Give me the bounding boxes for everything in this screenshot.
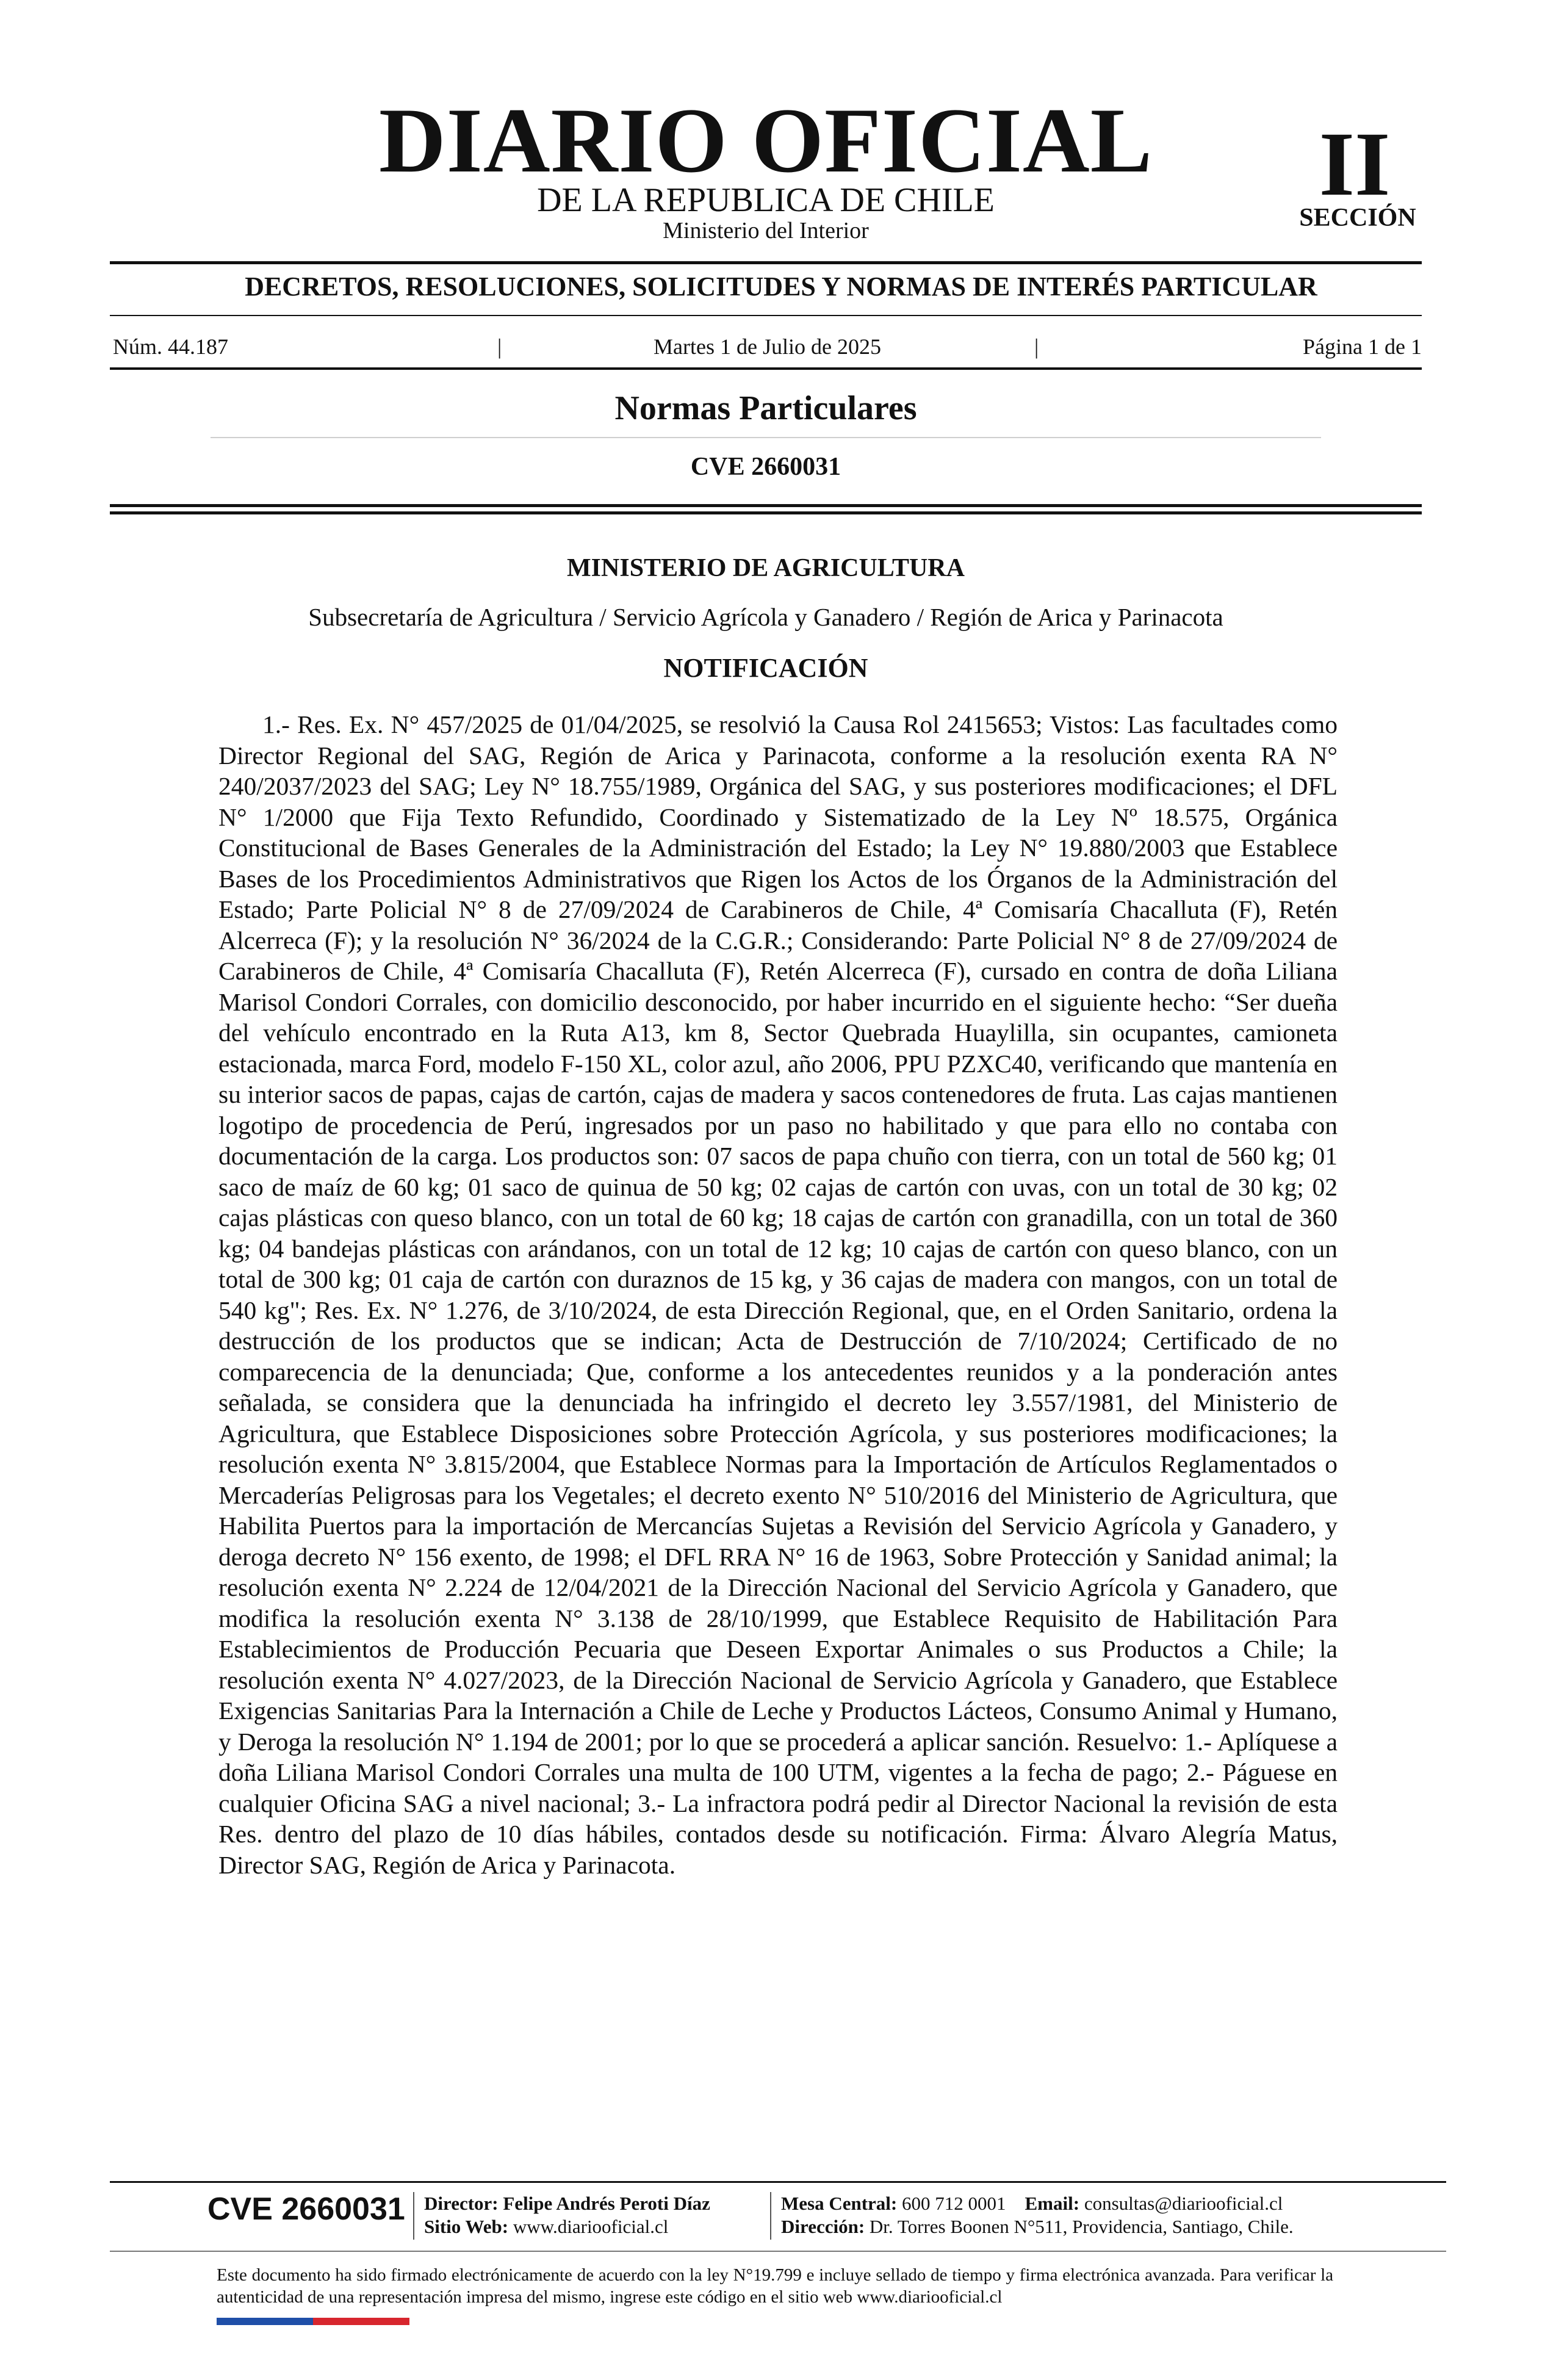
double-rule-bottom — [110, 511, 1422, 514]
footer-director-block — [424, 2192, 710, 2238]
issue-bottom-rule — [110, 367, 1422, 370]
section-label: SECCIÓN — [1299, 204, 1416, 232]
address-label: Dirección: — [781, 2216, 865, 2237]
subsecretaria-line: Subsecretaría de Agricultura / Servicio Agrícola y Ganadero / Región de Arica y Parinacota — [308, 603, 1223, 631]
issue-number: Núm. 44.187 — [113, 334, 228, 359]
issue-info-row — [113, 332, 1422, 361]
issue-page: Página 1 de 1 — [1303, 334, 1422, 359]
document-type: NOTIFICACIÓN — [663, 653, 868, 683]
phone-label: Mesa Central: — [781, 2193, 898, 2214]
newspaper-title: DIARIO OFICIAL — [378, 89, 1153, 192]
double-rule-top — [110, 504, 1422, 507]
ministry-heading: MINISTERIO DE AGRICULTURA — [567, 554, 965, 582]
newspaper-subtitle: DE LA REPUBLICA DE CHILE — [537, 181, 995, 219]
newspaper-ministry: Ministerio del Interior — [663, 218, 869, 243]
issue-separator: | — [1034, 334, 1039, 359]
footer-legal-note: Este documento ha sido firmado electrónicamente de acuerdo con la ley N°19.799 e incluye sellado de tiempo y firma electrónica avanzada. Para verificar la autenticidad de una representación impresa del mismo, ingrese este código en el sitio web www.diariooficial.cl — [217, 2265, 1333, 2307]
director-name: Felipe Andrés Peroti Díaz — [503, 2193, 710, 2214]
issue-date: Martes 1 de Julio de 2025 — [654, 334, 881, 359]
footer-top-rule — [110, 2181, 1446, 2183]
footer-cve-code: CVE 2660031 — [207, 2191, 405, 2227]
footer-contact-block — [781, 2192, 1294, 2238]
flag-red-segment — [313, 2318, 409, 2325]
top-thick-rule — [110, 261, 1422, 264]
phone-number: 600 712 0001 — [902, 2193, 1006, 2214]
section-number: II — [1319, 114, 1391, 215]
website-label: Sitio Web: — [424, 2216, 509, 2237]
masthead — [0, 89, 1556, 250]
address-text: Dr. Torres Boonen N°511, Providencia, Santiago, Chile. — [869, 2216, 1294, 2237]
director-label: Director: — [424, 2193, 499, 2214]
category-underline — [211, 437, 1321, 438]
section-heading: DECRETOS, RESOLUCIONES, SOLICITUDES Y NORMAS DE INTERÉS PARTICULAR — [245, 272, 1317, 301]
notification-body: 1.- Res. Ex. N° 457/2025 de 01/04/2025, se resolvió la Causa Rol 2415653; Vistos: Las facultades como Director Regional del SAG, Región de Arica y Parinacota, conforme a la resolución exenta RA N° 240/2037/2023 del SAG; Ley N° 18.755/1989, Orgánica del SAG, y sus posteriores modificaciones; el DFL N° 1/2000 que Fija Texto Refundido, Coordinado y Sistematizado de la Ley Nº 18.575, Orgánica Constitucional de Bases Generales de la Administración del Estado; la Ley N° 19.880/2003 que Establece Bases de los Procedimientos Administrativos que Rigen los Actos de los Órganos de la Administración del Estado; Parte Policial N° 8 de 27/09/2024 de Carabineros de Chile, 4ª Comisaría Chacalluta (F), Retén Alcerreca (F); y la resolución N° 36/2024 de la C.G.R.; Considerando: Parte Policial N° 8 de 27/09/2024 de Carabineros de Chile, 4ª Comisaría Chacalluta (F), Retén Alcerreca (F), cursado en contra de doña Liliana Marisol Condori Corrales, con domicilio desconocido, por haber incurrido en el siguiente hecho: “Ser dueña del vehículo encontrado en la Ruta A13, km 8, Sector Quebrada Huaylilla, sin ocupantes, camioneta estacionada, marca Ford, modelo F-150 XL, color azul, año 2006, PPU PZXC40, verificando que mantenía en su interior sacos de papas, cajas de cartón, cajas de madera y sacos contenedores de fruta. Las cajas mantienen logotipo de procedencia de Perú, ingresados por un paso no habilitado y que para ello no contaba con documentación de la carga. Los productos son: 07 sacos de papa chuño con tierra, con un total de 560 kg; 01 saco de maíz de 60 kg; 01 saco de quinua de 50 kg; 02 cajas de cartón con uvas, con un total de 30 kg; 02 cajas plásticas con queso blanco, con un total de 60 kg; 18 cajas de cartón con granadilla, con un total de 360 kg; 04 bandejas plásticas con arándanos, con un total de 12 kg; 10 cajas de cartón con queso blanco, con un total de 300 kg; 01 caja de cartón con duraznos de 15 kg, y 36 cajas de madera con mangos, con un total de 540 kg"; Res. Ex. N° 1.276, de 3/10/2024, de esta Dirección Regional, que, en el Orden Sanitario, ordena la destrucción de los productos que se indican; Acta de Destrucción de 7/10/2024; Certificado de no comparecencia de la denunciada; Que, conforme a los antecedentes reunidos y a la ponderación antes señalada, se considera que la denunciada ha infringido el decreto ley 3.557/1981, del Ministerio de Agricultura, que Establece Disposiciones sobre Protección Agrícola, y sus posteriores modificaciones; la resolución exenta N° 3.815/2004, que Establece Normas para la Importación de Artículos Reglamentados o Mercaderías Peligrosas para los Vegetales; el decreto exento N° 510/2016 del Ministerio de Agricultura, que Habilita Puertos para la importación de Mercancías Sujetas a Revisión del Servicio Agrícola y Ganadero, y deroga decreto N° 156 exento, de 1998; el DFL RRA N° 16 de 1963, Sobre Protección y Sanidad animal; la resolución exenta N° 2.224 de 12/04/2021 de la Dirección Nacional del Servicio Agrícola y Ganadero, que modifica la resolución exenta N° 3.138 de 28/10/1999, que Establece Requisito de Habilitación Para Establecimientos de Producción Pecuaria que Deseen Exportar Animales o sus Productos a Chile; la resolución exenta N° 4.027/2023, de la Dirección Nacional de Servicio Agrícola y Ganadero, que Establece Exigencias Sanitarias Para la Internación a Chile de Leche y Productos Lácteos, Consumo Animal y Humano, y Deroga la resolución N° 1.194 de 2001; por lo que se procederá a aplicar sanción. Resuelvo: 1.- Aplíquese a doña Liliana Marisol Condori Corrales una multa de 100 UTM, vigentes a la fecha de pago; 2.- Páguese en cualquier Oficina SAG a nivel nacional; 3.- La infractora podrá pedir al Director Nacional la revisión de esta Res. dentro del plazo de 10 días hábiles, contados desde su notificación. Firma: Álvaro Alegría Matus, Director SAG, Región de Arica y Parinacota. — [218, 710, 1338, 1879]
email-label: Email: — [1025, 2193, 1080, 2214]
website-link[interactable]: www.diariooficial.cl — [513, 2216, 669, 2237]
flag-blue-segment — [217, 2318, 313, 2325]
footer-separator — [770, 2192, 771, 2240]
footer-separator — [413, 2192, 414, 2240]
category-title: Normas Particulares — [614, 389, 917, 427]
footer-mid-rule — [110, 2251, 1446, 2252]
email-link[interactable]: consultas@diariooficial.cl — [1084, 2193, 1283, 2214]
heading-bottom-rule — [110, 315, 1422, 316]
issue-separator: | — [497, 334, 502, 359]
cve-code: CVE 2660031 — [690, 453, 841, 481]
